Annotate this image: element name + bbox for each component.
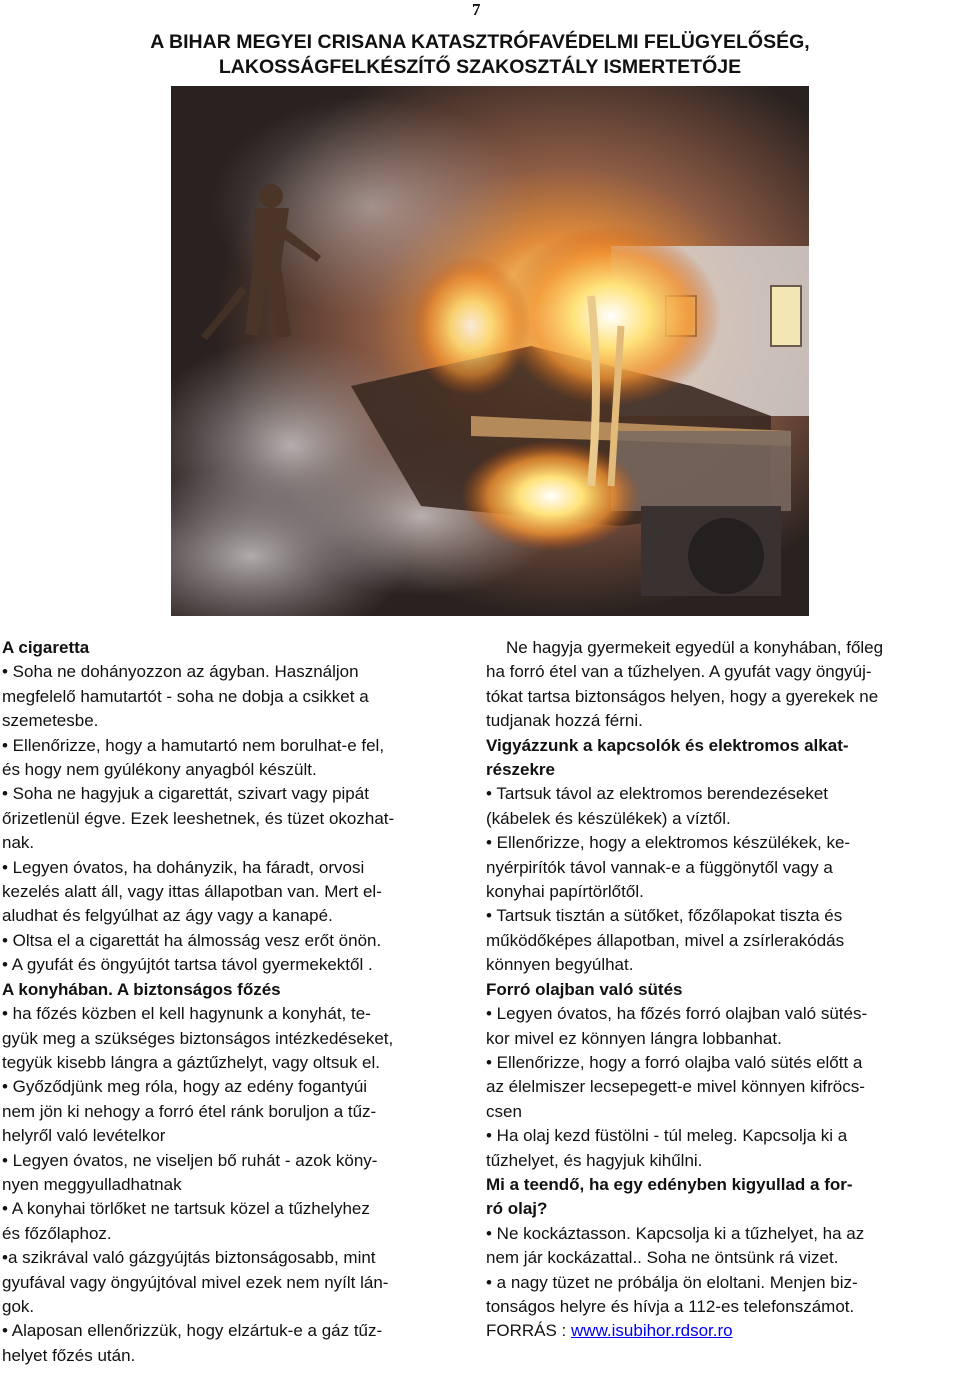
text-line: őrizetlenül égve. Ezek leeshetnek, és tüzet okozhat- — [2, 808, 395, 828]
section-heading-hot-oil: Forró olajban való sütés — [486, 979, 683, 999]
text-line: nyen meggyulladhatnak — [2, 1174, 182, 1194]
section-heading-electrical: Vigyázzunk a kapcsolók és elektromos alkat- — [486, 735, 849, 755]
text-line: • Legyen óvatos, ne viseljen bő ruhát - azok köny- — [2, 1150, 378, 1170]
header-line-1: A BIHAR MEGYEI CRISANA KATASZTRÓFAVÉDELMI FELÜGYELŐSÉG, — [150, 31, 810, 53]
text-line: • Legyen óvatos, ha főzés forró olajban való sütés- — [486, 1004, 868, 1024]
text-line: helyet főzés után. — [2, 1345, 136, 1365]
text-line: gyufával vagy öngyújtóval mivel ezek nem nyílt lán- — [2, 1272, 389, 1292]
text-line: konyhai papírtörlőtől. — [486, 882, 644, 902]
text-line: • Tartsuk tisztán a sütőket, főzőlapokat tiszta és — [486, 906, 843, 926]
text-line: • Legyen óvatos, ha dohányzik, ha fáradt, orvosi — [2, 857, 365, 877]
source-link[interactable]: www.isubihor.rdsor.ro — [571, 1321, 733, 1341]
text-line: (kábelek és készülékek) a víztől. — [486, 808, 731, 828]
left-column — [2, 636, 472, 1368]
text-line: • Ellenőrizze, hogy a elektromos készülékek, ke- — [486, 833, 851, 853]
text-line: nem jár kockázattal.. Soha ne öntsünk rá vizet. — [486, 1248, 839, 1268]
text-line: nem jön ki nehogy a forró étel ránk boruljon a tűz- — [2, 1101, 377, 1121]
text-line: Ne hagyja gyermekeit egyedül a konyhában, főleg — [506, 638, 884, 657]
text-line: • Soha ne dohányozzon az ágyban. Használjon — [2, 662, 359, 682]
text-line: kezelés alatt áll, vagy ittas állapotban van. Mert el- — [2, 882, 382, 902]
text-line: könnyen begyúlhat. — [486, 955, 634, 975]
text-line: helyről való levételkor — [2, 1126, 166, 1146]
text-line: • Győződjünk meg róla, hogy az edény fogantyúi — [2, 1077, 368, 1097]
text-line: nak. — [2, 833, 35, 853]
text-line: aludhat és felgyúlhat az ágy vagy a kanapé. — [2, 906, 333, 926]
section-heading-oil-fire-cont: ró olaj? — [486, 1199, 548, 1219]
truck-fire-photo — [171, 86, 809, 616]
text-line: • a nagy tüzet ne próbálja ön eloltani. Menjen biz- — [486, 1272, 858, 1292]
text-line: • Tartsuk távol az elektromos berendezéseket — [486, 784, 829, 804]
text-line: ha forró étel van a tűzhelyen. A gyufát vagy öngyúj- — [486, 662, 872, 682]
text-line: szemetesbe. — [2, 711, 99, 731]
text-line: tűzhelyet, és hagyjuk kihűlni. — [486, 1150, 703, 1170]
text-line: • Ha olaj kezd füstölni - túl meleg. Kapcsolja ki a — [486, 1126, 848, 1146]
text-line: tókat tartsa biztonságos helyen, hogy a gyerekek ne — [486, 686, 879, 706]
text-line: • Oltsa el a cigarettát ha álmosság vesz erőt önön. — [2, 930, 382, 950]
text-line: csen — [486, 1101, 522, 1121]
text-line: • Soha ne hagyjuk a cigarettát, szivart vagy pipát — [2, 784, 369, 804]
source-label: FORRÁS : — [486, 1321, 572, 1341]
section-heading-electrical-cont: részekre — [486, 760, 556, 780]
source-line — [486, 1319, 958, 1343]
text-line: • Ellenőrizze, hogy a forró olajba való sütés előtt a — [486, 1052, 863, 1072]
section-heading-oil-fire: Mi a teendő, ha egy edényben kigyullad a for- — [486, 1174, 853, 1194]
section-heading-kitchen: A konyhában. A biztonságos főzés — [2, 979, 281, 999]
text-line: • A konyhai törlőket ne tartsuk közel a tűzhelyhez — [2, 1199, 370, 1219]
text-line: tegyük kisebb lángra a gáztűzhelyt, vagy oltsuk el. — [2, 1052, 380, 1072]
text-line: tonságos helyre és hívja a 112-es telefonszámot. — [486, 1296, 855, 1316]
text-line: kor mivel ez könnyen lángra lobbanhat. — [486, 1028, 782, 1048]
text-line: és hogy nem gyúlékony anyagból készült. — [2, 760, 317, 780]
document-header — [120, 30, 840, 80]
text-line: • ha főzés közben el kell hagynunk a konyhát, te- — [2, 1004, 371, 1024]
text-line: •a szikrával való gázgyújtás biztonságosabb, mint — [2, 1248, 376, 1268]
header-line-2: LAKOSSÁGFELKÉSZÍTŐ SZAKOSZTÁLY ISMERTETŐJE — [218, 56, 742, 78]
text-line: megfelelő hamutartót - soha ne dobja a csikket a — [2, 686, 369, 706]
text-line: gyük meg a szükséges biztonságos intézkedéseket, — [2, 1028, 394, 1048]
text-line: az élelmiszer lecsepegett-e mivel könnyen kifröcs- — [486, 1077, 865, 1097]
text-line: tudjanak hozzá férni. — [486, 711, 643, 731]
text-line: működőképes állapotban, mivel a zsírlerakódás — [486, 930, 845, 950]
text-line: nyérpirítók távol vannak-e a függönytől vagy a — [486, 857, 833, 877]
text-line: • Ne kockáztasson. Kapcsolja ki a tűzhelyet, ha az — [486, 1223, 865, 1243]
text-line: • Ellenőrizze, hogy a hamutartó nem borulhat-e fel, — [2, 735, 385, 755]
right-column — [486, 636, 958, 1344]
page-number: 7 — [472, 0, 481, 19]
section-heading-cigarette: A cigaretta — [2, 638, 90, 657]
text-line: gok. — [2, 1296, 35, 1316]
text-line: • A gyufát és öngyújtót tartsa távol gyermekektől . — [2, 955, 373, 975]
text-line: és főzőlaphoz. — [2, 1223, 112, 1243]
text-line: • Alaposan ellenőrizzük, hogy elzártuk-e a gáz tűz- — [2, 1321, 383, 1341]
